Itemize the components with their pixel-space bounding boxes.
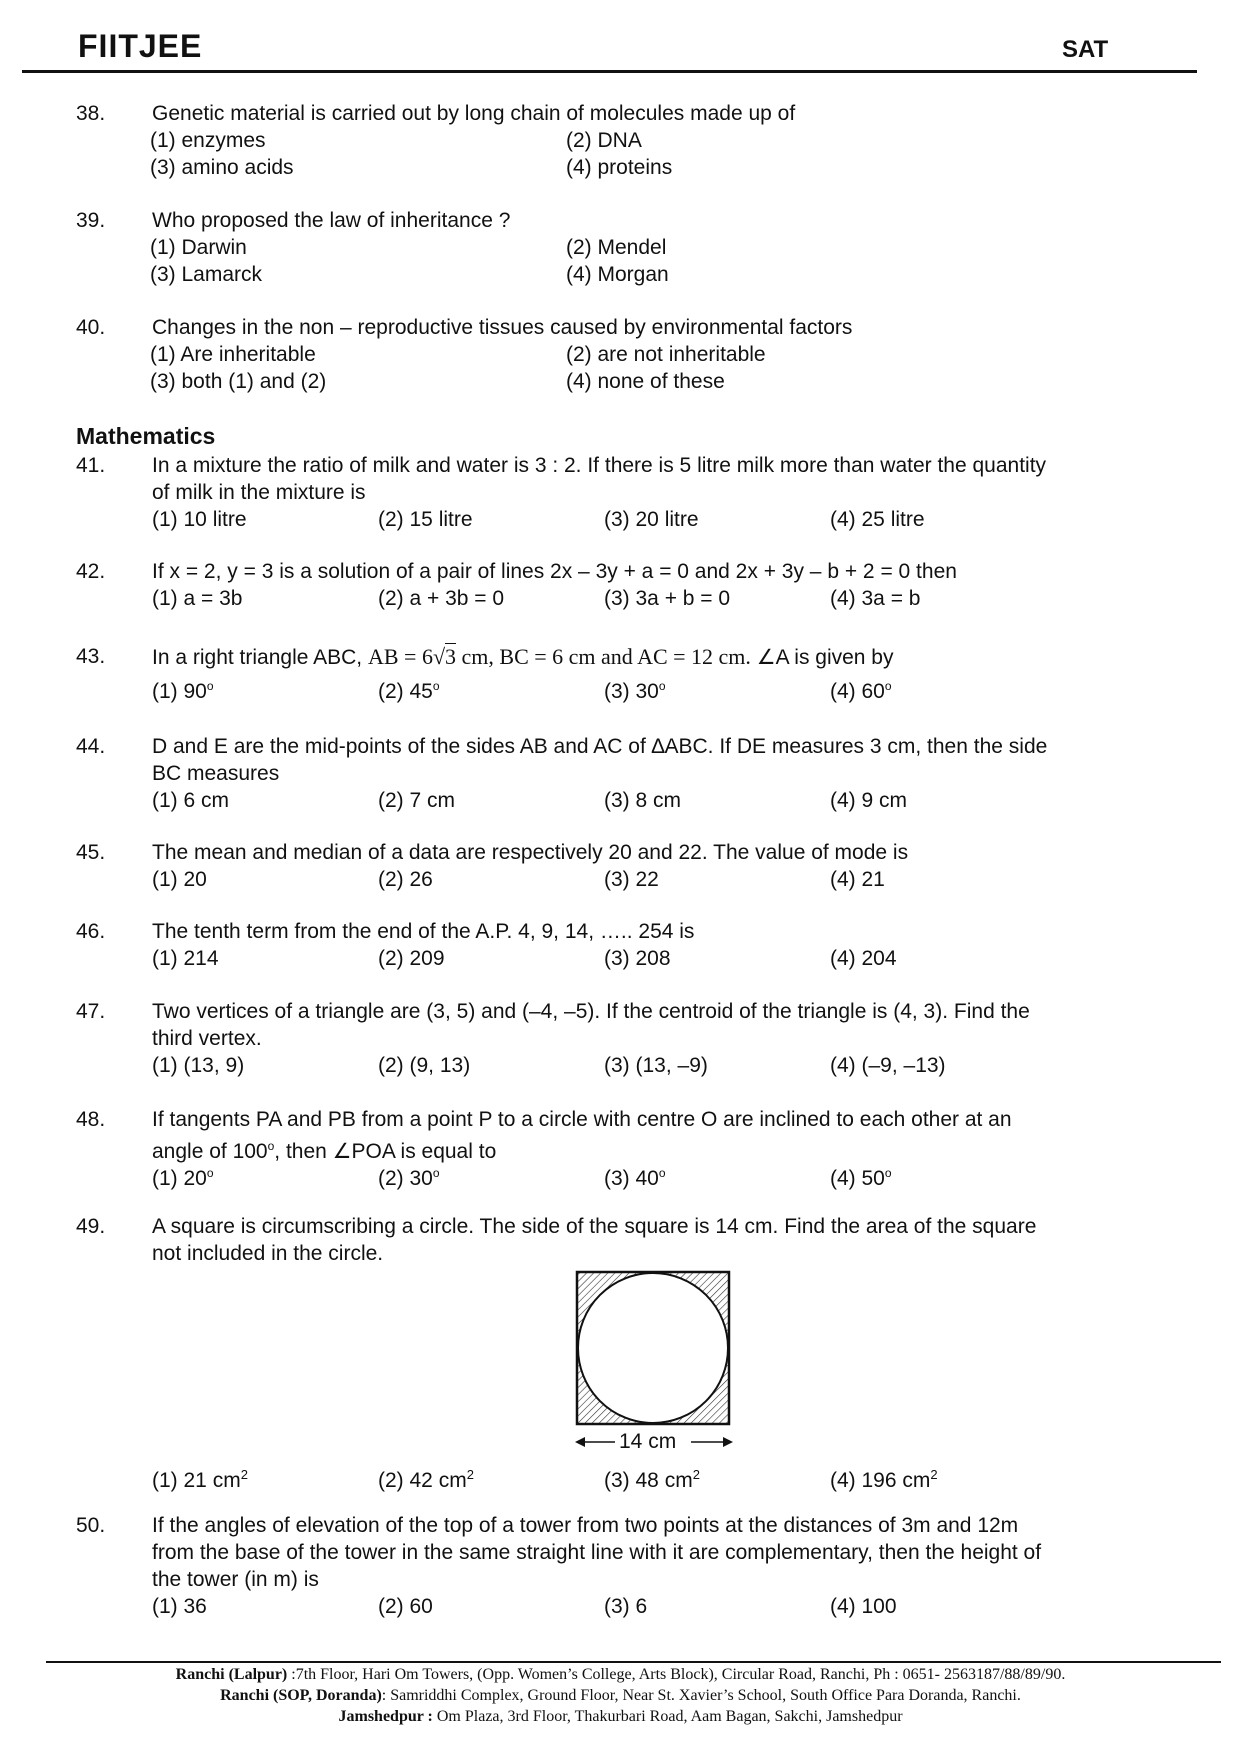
option (152, 673, 214, 705)
footer-address-line-1 (0, 1665, 1241, 1685)
option-text: (3) 48 cm (604, 1469, 693, 1492)
option-text: (1) 90 (152, 680, 207, 703)
option-text: (2) 42 cm (378, 1469, 467, 1492)
option: (4) 25 litre (830, 508, 925, 531)
footer-address-line-2 (0, 1686, 1241, 1706)
math-expression (368, 643, 751, 669)
question-number: 48. (76, 1108, 106, 1131)
footer-divider (46, 1661, 1221, 1663)
option (830, 1160, 892, 1192)
question-text-line: BC measures (152, 762, 280, 785)
question-number: 40. (76, 316, 106, 339)
square-circle-figure (575, 1270, 735, 1454)
superscript: 2 (466, 1467, 474, 1482)
superscript: 2 (692, 1467, 700, 1482)
option: (2) DNA (566, 129, 642, 152)
option (152, 1461, 248, 1494)
question-text: The mean and median of a data are respectively 20 and 22. The value of mode is (152, 841, 909, 864)
footer-branch: Ranchi (Lalpur) (175, 1666, 288, 1683)
question-text-line: the tower (in m) is (152, 1568, 319, 1591)
option: (4) 9 cm (830, 789, 908, 812)
question-number: 43. (76, 645, 106, 668)
option: (3) (13, –9) (604, 1054, 708, 1077)
option-text: (2) 30 (378, 1167, 433, 1190)
option: (3) 6 (604, 1595, 648, 1618)
exam-tag: SAT (1062, 36, 1109, 63)
option-text: (2) 45 (378, 680, 433, 703)
option-text: (4) 50 (830, 1167, 885, 1190)
superscript: 2 (930, 1467, 938, 1482)
degree-sign: o (432, 679, 440, 693)
question-number: 50. (76, 1514, 106, 1537)
option: (3) amino acids (150, 156, 294, 179)
option: (4) 3a = b (830, 587, 921, 610)
arrow-right (723, 1437, 733, 1447)
option: (3) 22 (604, 868, 659, 891)
question-number: 41. (76, 454, 106, 477)
option: (1) (13, 9) (152, 1054, 245, 1077)
option: (3) both (1) and (2) (150, 370, 327, 393)
degree-sign: o (206, 1166, 214, 1180)
question-text-line: In a mixture the ratio of milk and water is 3 : 2. If there is 5 litre milk more than water the quantity (152, 454, 1047, 477)
option: (3) 8 cm (604, 789, 682, 812)
brand-logo-text: FIITJEE (78, 28, 203, 64)
option: (4) 204 (830, 947, 897, 970)
question-text-line: A square is circumscribing a circle. The side of the square is 14 cm. Find the area of the square (152, 1215, 1037, 1238)
option: (4) Morgan (566, 263, 669, 286)
question-text: Genetic material is carried out by long chain of molecules made up of (152, 102, 796, 125)
option-text: (4) 196 cm (830, 1469, 931, 1492)
question-text-part: angle of 100 (152, 1140, 268, 1163)
degree-sign: o (206, 679, 214, 693)
question-text: If x = 2, y = 3 is a solution of a pair of lines 2x – 3y + a = 0 and 2x + 3y – b + 2 = 0 then (152, 560, 957, 583)
footer-branch: Ranchi (SOP, Doranda) (220, 1687, 382, 1704)
math-part: AB = 6 (367, 644, 433, 669)
degree-sign: o (432, 1166, 440, 1180)
question-number: 45. (76, 841, 106, 864)
question-number: 44. (76, 735, 106, 758)
question-number: 42. (76, 560, 106, 583)
question-text-part: , then ∠POA is equal to (274, 1140, 497, 1163)
option: (4) (–9, –13) (830, 1054, 946, 1077)
question-text-line: If the angles of elevation of the top of a tower from two points at the distances of 3m and 12m (152, 1514, 1019, 1537)
question-text: The tenth term from the end of the A.P. 4, 9, 14, ….. 254 is (152, 920, 695, 943)
question-text-part: ∠A is given by (756, 646, 894, 669)
dimension-label: 14 cm (619, 1430, 677, 1453)
option: (3) 3a + b = 0 (604, 587, 731, 610)
option (378, 1160, 440, 1192)
question-text: Who proposed the law of inheritance ? (152, 209, 511, 232)
option-text: (1) 20 (152, 1167, 207, 1190)
question-text-line: If tangents PA and PB from a point P to a circle with centre O are inclined to each other at an (152, 1108, 1012, 1131)
option: (1) Darwin (150, 236, 247, 259)
degree-sign: o (658, 679, 666, 693)
question-text-line: Two vertices of a triangle are (3, 5) and (–4, –5). If the centroid of the triangle is (4, 3). Find the (152, 1000, 1030, 1023)
option: (2) 60 (378, 1595, 433, 1618)
option-text: (1) 21 cm (152, 1469, 241, 1492)
question-number: 47. (76, 1000, 106, 1023)
question-number: 46. (76, 920, 106, 943)
option: (2) Mendel (566, 236, 667, 259)
option: (4) none of these (566, 370, 725, 393)
question-text-line: of milk in the mixture is (152, 481, 366, 504)
question-number: 38. (76, 102, 106, 125)
option (830, 1461, 938, 1494)
question-text-line: third vertex. (152, 1027, 262, 1050)
option: (1) a = 3b (152, 587, 243, 610)
option: (4) 21 (830, 868, 885, 891)
option: (2) 209 (378, 947, 445, 970)
degree-sign: o (884, 679, 892, 693)
superscript: 2 (240, 1467, 248, 1482)
option: (4) 100 (830, 1595, 897, 1618)
option: (3) 20 litre (604, 508, 699, 531)
section-title-mathematics: Mathematics (76, 423, 216, 449)
option-text: (3) 40 (604, 1167, 659, 1190)
footer-address-line-3 (0, 1707, 1241, 1727)
radicand: 3 (445, 644, 457, 669)
option: (2) 15 litre (378, 508, 473, 531)
option (604, 1461, 700, 1494)
option: (1) 20 (152, 868, 207, 891)
footer-branch: Jamshedpur : (338, 1708, 433, 1725)
question-number: 49. (76, 1215, 106, 1238)
option: (4) proteins (566, 156, 673, 179)
footer-address: Om Plaza, 3rd Floor, Thakurbari Road, Aam Bagan, Sakchi, Jamshedpur (432, 1708, 903, 1725)
degree-sign: o (267, 1139, 275, 1153)
option (378, 1461, 474, 1494)
option: (1) 6 cm (152, 789, 230, 812)
option (378, 673, 440, 705)
math-part: cm, BC = 6 cm and AC = 12 cm. (456, 644, 751, 669)
question-number: 39. (76, 209, 106, 232)
question-text-line: from the base of the tower in the same straight line with it are complementary, then the height of (152, 1541, 1042, 1564)
square-circle-diagram (575, 1270, 735, 1454)
option: (2) (9, 13) (378, 1054, 471, 1077)
option: (2) 7 cm (378, 789, 456, 812)
degree-sign: o (884, 1166, 892, 1180)
footer-address: : Samriddhi Complex, Ground Floor, Near St. Xavier’s School, South Office Para Doranda, Ranchi. (381, 1687, 1021, 1704)
option: (1) enzymes (150, 129, 266, 152)
question-text: Changes in the non – reproductive tissues caused by environmental factors (152, 316, 853, 339)
arrow-left (575, 1437, 585, 1447)
sqrt-symbol: √ (432, 644, 446, 669)
option: (1) 10 litre (152, 508, 247, 531)
option: (3) 208 (604, 947, 671, 970)
option: (2) 26 (378, 868, 433, 891)
page-header (0, 0, 1241, 80)
question-text-line: not included in the circle. (152, 1242, 384, 1265)
option (604, 673, 666, 705)
option: (1) Are inheritable (150, 343, 316, 366)
option-text: (3) 30 (604, 680, 659, 703)
option: (2) are not inheritable (566, 343, 766, 366)
option (152, 1160, 214, 1192)
header-divider (22, 70, 1197, 73)
question-text (152, 643, 1157, 671)
option: (1) 36 (152, 1595, 207, 1618)
question-text-line: D and E are the mid-points of the sides AB and AC of ∆ABC. If DE measures 3 cm, then the side (152, 735, 1048, 758)
option: (2) a + 3b = 0 (378, 587, 505, 610)
degree-sign: o (658, 1166, 666, 1180)
option-text: (4) 60 (830, 680, 885, 703)
option: (1) 214 (152, 947, 219, 970)
option (830, 673, 892, 705)
question-text-part: In a right triangle ABC, (152, 646, 363, 669)
option (604, 1160, 666, 1192)
option: (3) Lamarck (150, 263, 263, 286)
footer-address: :7th Floor, Hari Om Towers, (Opp. Women’s College, Arts Block), Circular Road, Ranchi, Ph : 0651- 2563187/88/89/90. (287, 1666, 1066, 1683)
circle-shape (578, 1273, 728, 1423)
